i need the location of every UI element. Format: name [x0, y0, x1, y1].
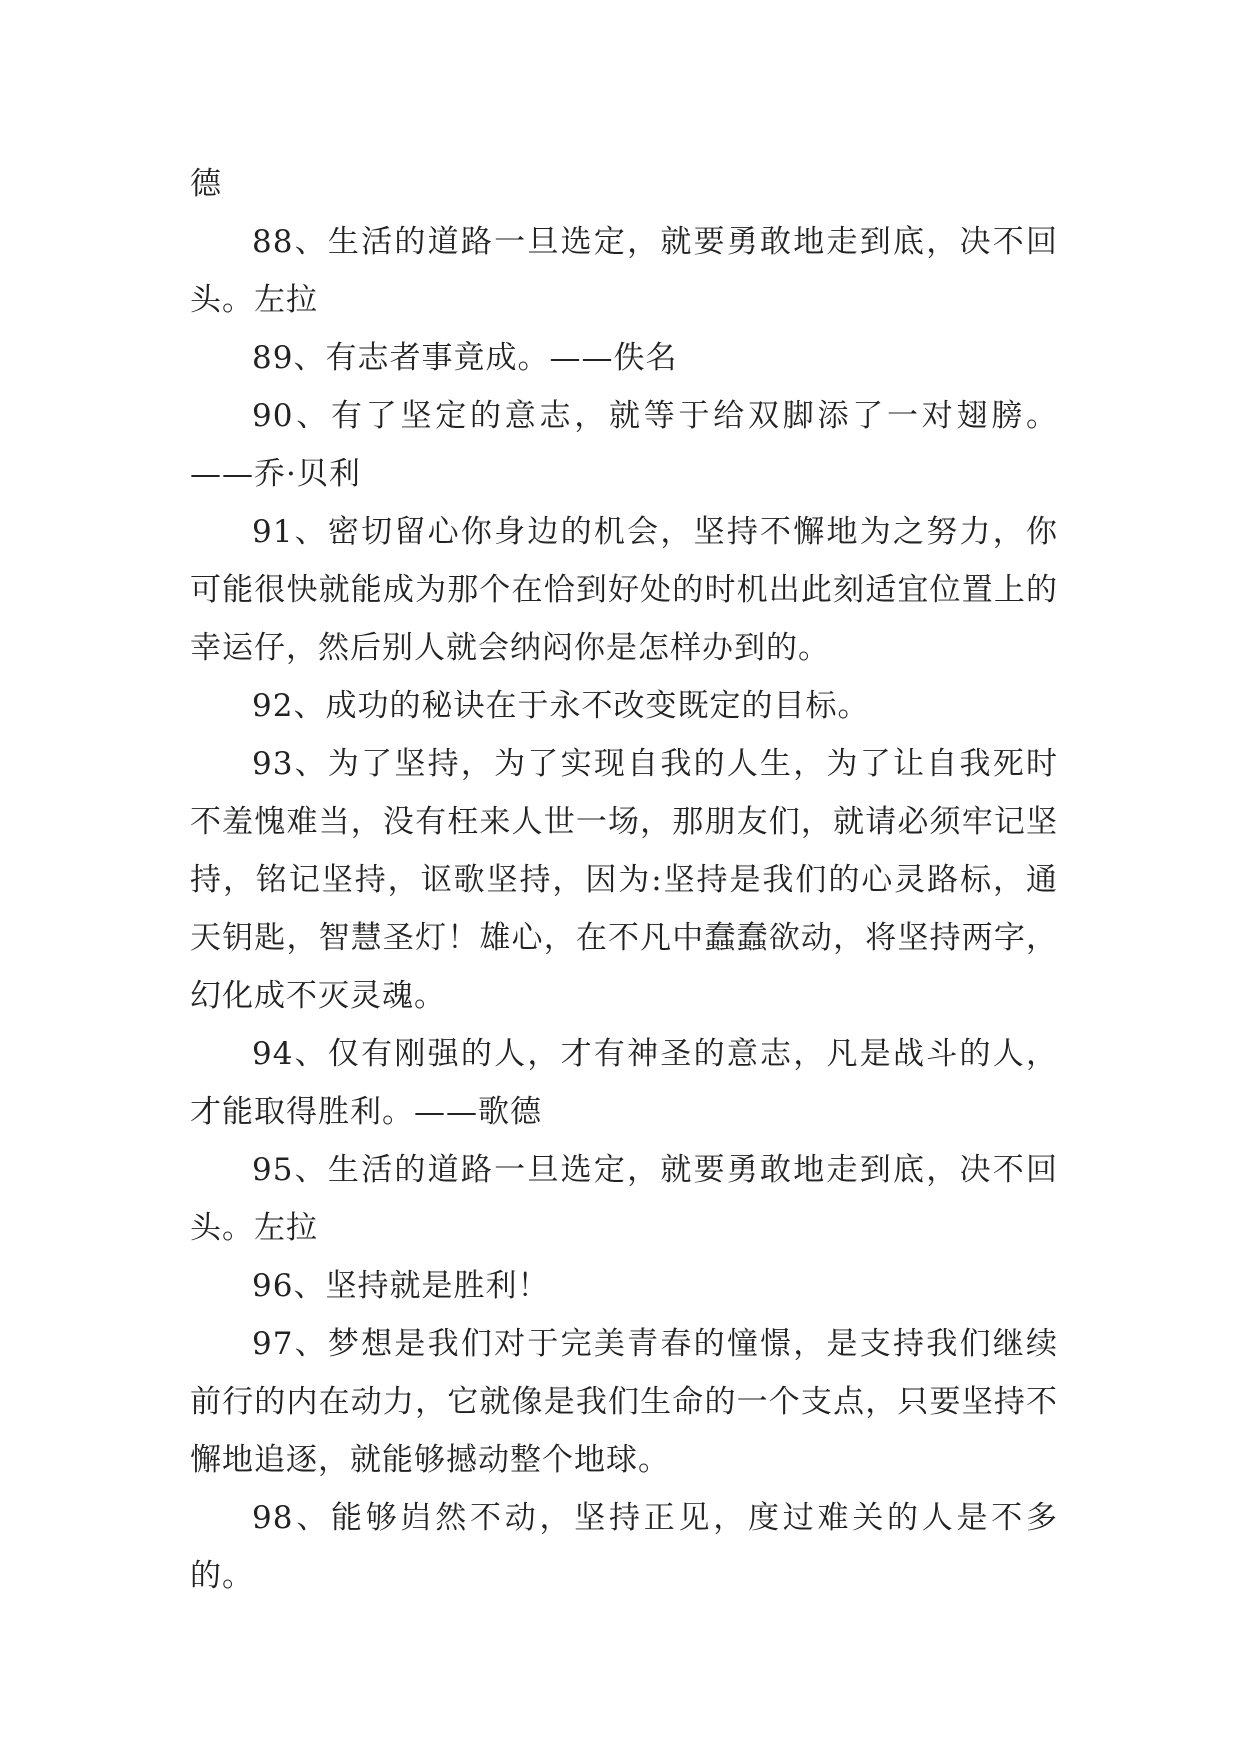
paragraph-93: 93、为了坚持，为了实现自我的人生，为了让自我死时不羞愧难当，没有枉来人世一场，那朋友们，就请必须牢记坚持，铭记坚持，讴歌坚持，因为:坚持是我们的心灵路标，通天钥匙，智慧圣灯！雄心，在不凡中蠢蠢欲动，将坚持两字，幻化成不灭灵魂。: [190, 746, 1058, 1014]
paragraph-89: 89、有志者事竟成。——佚名: [252, 340, 678, 376]
paragraph-continuation: 德: [190, 166, 222, 202]
paragraph-97: 97、梦想是我们对于完美青春的憧憬，是支持我们继续前行的内在动力，它就像是我们生命的一个支点，只要坚持不懈地追逐，就能够撼动整个地球。: [190, 1326, 1058, 1478]
document-body: [190, 155, 1058, 1605]
paragraph-94: 94、仅有刚强的人，才有神圣的意志，凡是战斗的人，才能取得胜利。——歌德: [190, 1036, 1058, 1130]
paragraph-98: 98、能够岿然不动，坚持正见，度过难关的人是不多的。: [190, 1500, 1058, 1594]
paragraph-96: 96、坚持就是胜利！: [252, 1268, 550, 1304]
paragraph-90: 90、有了坚定的意志，就等于给双脚添了一对翅膀。——乔·贝利: [190, 398, 1058, 492]
paragraph-92: 92、成功的秘诀在于永不改变既定的目标。: [252, 688, 870, 724]
paragraph-95: 95、生活的道路一旦选定，就要勇敢地走到底，决不回头。左拉: [190, 1152, 1058, 1246]
paragraph-91: 91、密切留心你身边的机会，坚持不懈地为之努力，你可能很快就能成为那个在恰到好处的时机出此刻适宜位置上的幸运仔，然后别人就会纳闷你是怎样办到的。: [190, 514, 1058, 666]
paragraph-88: 88、生活的道路一旦选定，就要勇敢地走到底，决不回头。左拉: [190, 224, 1058, 318]
